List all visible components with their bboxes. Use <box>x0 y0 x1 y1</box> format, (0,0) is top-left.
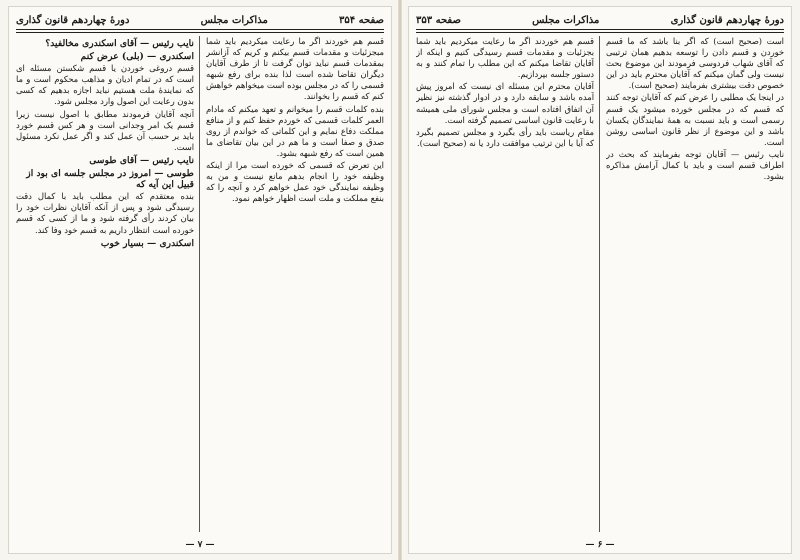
header-rule <box>16 29 384 33</box>
column-divider <box>599 36 600 532</box>
paragraph: این تعرض که قسمی که خورده است مرا از اینکه وظیفه خود را انجام بدهم مانع نیست و من به وظیفه نمایندگی خود عمل خواهم کرد و آنچه را که بنفع مملکت و ملت است اظهار خواهم نمود. <box>206 160 384 204</box>
text-column-right <box>606 36 784 532</box>
session-label: مذاکرات مجلس <box>532 14 600 26</box>
paragraph: آنچه آقایان فرمودند مطابق با اصول نیست زیرا قسم یک امر وجدانی است و هر کس قسم خورد باید بر حسب آن عمل کند و اگر عمل نکرد مسئول است. <box>16 108 194 152</box>
page-footer: — ۷ — <box>185 540 215 550</box>
paragraph: نایب رئیس — آقایان توجه بفرمایند که بحث در اطراف قسم است و باید با کمال آرامش مذاکره بشود. <box>606 148 784 182</box>
page-header <box>16 12 384 28</box>
session-label: مذاکرات مجلس <box>200 14 268 26</box>
page-footer: — ۶ — <box>585 540 615 550</box>
page-number: صفحه ۳۵۳ <box>416 14 461 26</box>
paragraph: بنده معتقدم که این مطلب باید با کمال دقت رسیدگی شود و پس از آنکه آقایان نظرات خود را بیان کردند رأی گرفته شود و ما از کسی که قسم خورده است انتظار داریم به قسم خود وفا کند. <box>16 191 194 235</box>
page-number: صفحه ۳۵۴ <box>339 14 384 26</box>
term-title: دورهٔ چهاردهم قانون گذاری <box>16 14 130 26</box>
paragraph: مقام ریاست باید رأی بگیرد و مجلس تصمیم بگیرد که آیا با این ترتیب موافقت دارد یا نه (صحیح است). <box>416 126 594 148</box>
paragraph: قسم هم خوردند اگر ما رعایت میکردیم باید شما بجزئیات و مقدمات قسم رسیدگی کنیم و اینکه از آقایان تقاضا میکنم که این مطلب را تمام کنند و به دستور جلسه بپردازیم. <box>416 36 594 80</box>
paragraph: قسم هم خوردند اگر ما رعایت میکردیم باید شما مبجزئیات و مقدمات قسم بیکنم و کریم که آزانشر بمقدمات قسم نباید توان گرفت تا از طرف آقایان دیگران تقاضا شده است لذا بنده برای رفع شبهه قسمی را که در مجلس بوده است میخواهم خواهش کنم که قسم را بخوانند. <box>206 36 384 102</box>
speaker-line: طوسی — امروز در مجلس جلسه ای بود از قبیل این آیه که <box>26 168 194 191</box>
right-page <box>408 6 792 554</box>
text-column-left <box>416 36 594 532</box>
book-gutter <box>398 0 402 560</box>
speaker-line: اسکندری — بسیار خوب <box>100 237 194 249</box>
page-header <box>416 12 784 28</box>
paragraph: قسم دروغی خوردن یا قسم شکستن مسئله ای است که در تمام ادیان و مذاهب محکوم است و ما که نمایندهٔ ملت هستیم نباید اجازه بدهیم که کسی بدون رعایت این اصول وارد مجلس شود. <box>16 63 194 107</box>
paragraph: است (صحیح است) که اگر بنا باشد که ما قسم خوردن و قسم دادن را توسعه بدهیم همان ترتیبی که آقای شهاب فردوسی فرمودند این موضوع بحث نیست ولی گمان میکنم که آقایان محترم باید در این خصوص دقت بیشتری بفرمایند (صحیح است). <box>606 36 784 91</box>
speaker-line: اسکندری — (بلی) عرض کنم <box>80 51 194 63</box>
header-rule <box>416 29 784 33</box>
paragraph: بنده کلمات قسم را میخوانم و تعهد میکنم که مادام العمر کلمات قسمی که خوردم حفظ کنم و از منافع مملکت دفاع نمایم و این کلماتی که خواندم از روی صدق و صفا است و ما هم در این بیان تقاضای ما همین است که رفع شبهه بشود. <box>206 103 384 158</box>
text-column-right <box>206 36 384 532</box>
paragraph: آقایان محترم این مسئله ای نیست که امروز پیش آمده باشد و سابقه دارد و در ادوار گذشته نیز نظیر آن اتفاق افتاده است و مجلس شورای ملی همیشه با رعایت قانون اساسی تصمیم گرفته است. <box>416 81 594 125</box>
term-title: دورهٔ چهاردهم قانون گذاری <box>670 14 784 26</box>
left-page <box>8 6 392 554</box>
text-column-left <box>16 36 194 532</box>
speaker-line: نایب رئیس — آقای اسکندری مخالفید؟ <box>45 38 194 49</box>
speaker-line: نایب رئیس — آقای طوسی <box>89 154 194 166</box>
paragraph: در اینجا یک مطلبی را عرض کنم که آقایان توجه کنند که قسم که در مجلس خورده میشود یک قسم رسمی است و باید نسبت به همهٔ نمایندگان یکسان باشد و این موضوع از نظر قانون اساسی روشن است. <box>606 92 784 147</box>
column-divider <box>199 36 200 532</box>
